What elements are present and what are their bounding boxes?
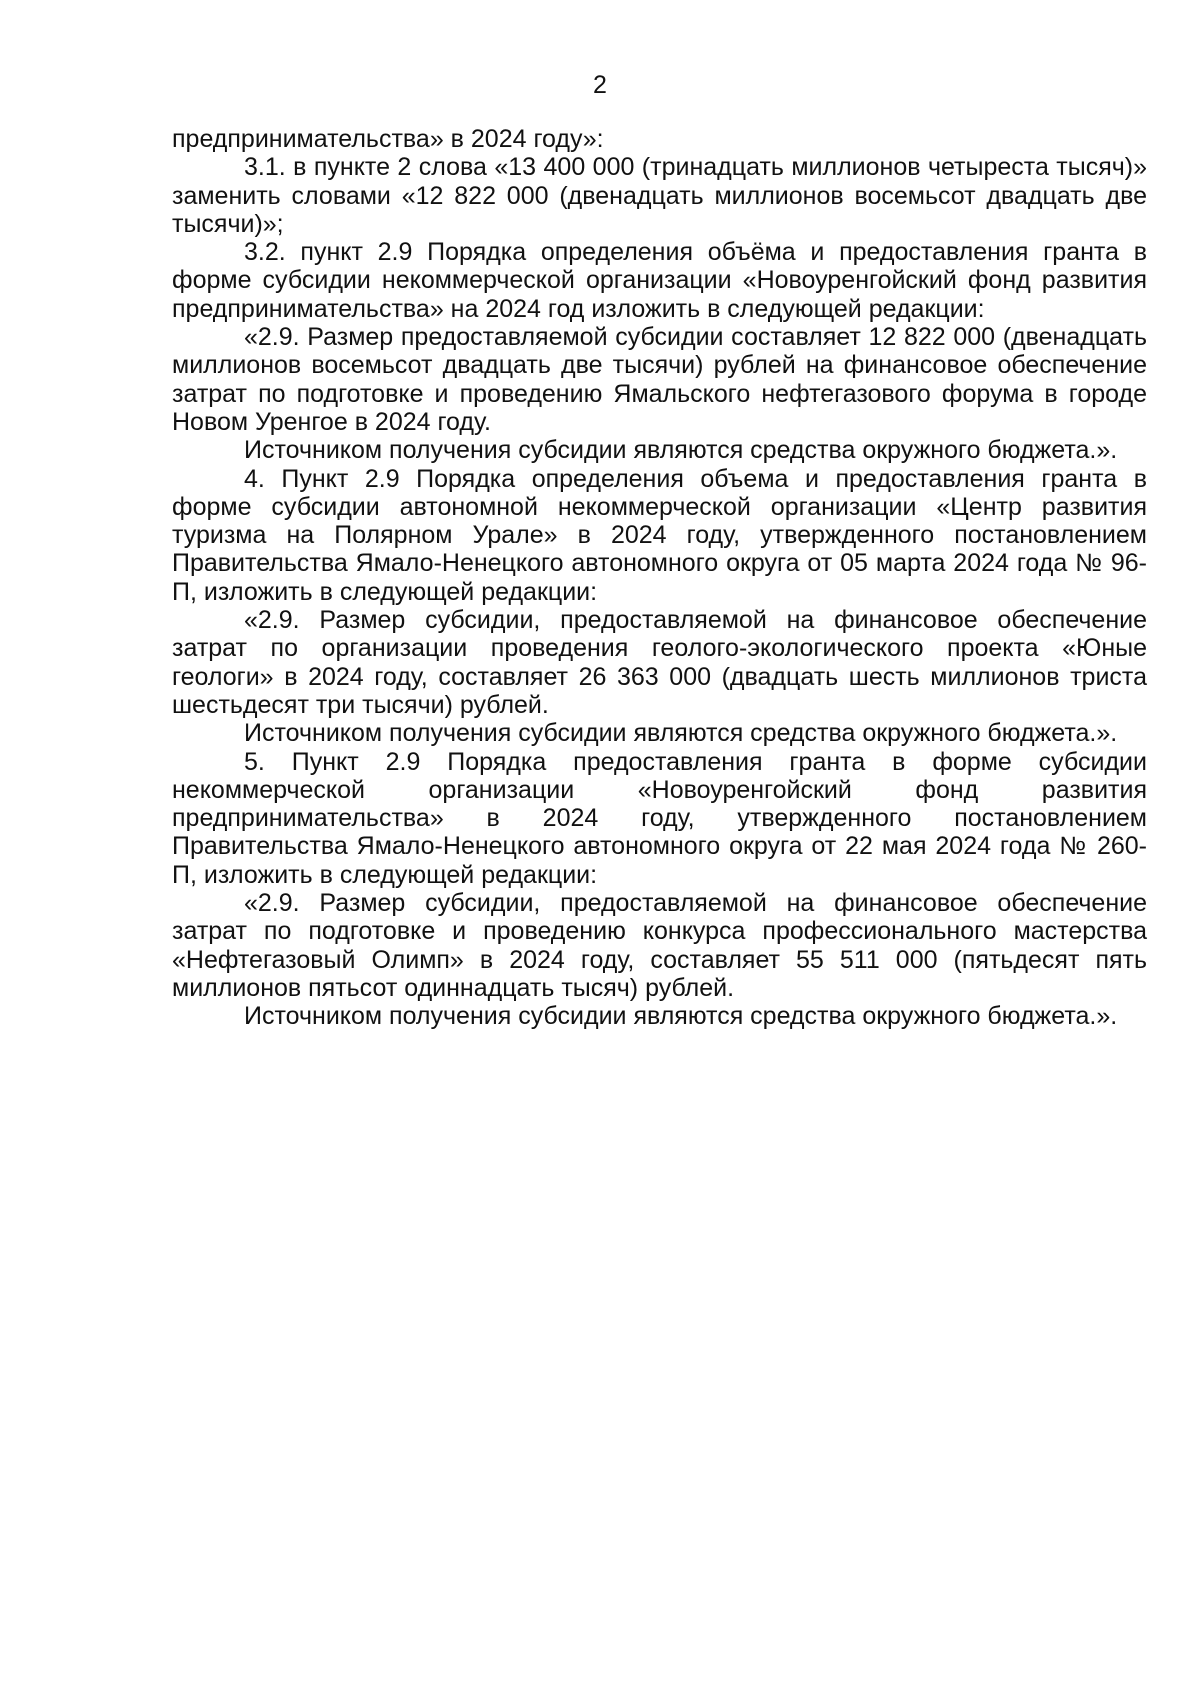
paragraph: Источником получения субсидии являются средства окружного бюджета.». [244, 719, 1118, 748]
paragraph: 4. Пункт 2.9 Порядка определения объема и предоставления гранта в форме субсидии автономной некоммерческой организации «Центр развития туризма на Полярном Урале» в 2024 году, утвержденного постановлением Правительства Ямало-Ненецкого автономного округа от 05 марта 2024 года № 96-П, изложить в следующей редакции: [172, 464, 1147, 606]
paragraph: «2.9. Размер субсидии, предоставляемой на финансовое обеспечение затрат по подготовке и проведению конкурса профессионального мастерства «Нефтегазовый Олимп» в 2024 году, составляет 55 511 000 (пятьдесят пять миллионов пятьсот одиннадцать тысяч) рублей. [172, 889, 1147, 1002]
paragraph: предпринимательства» в 2024 году»: [172, 125, 604, 153]
paragraph: Источником получения субсидии являются средства окружного бюджета.». [244, 436, 1118, 465]
page-number: 2 [593, 71, 607, 99]
paragraph: 3.2. пункт 2.9 Порядка определения объёма и предоставления гранта в форме субсидии некоммерческой организации «Новоуренгойский фонд развития предпринимательства» на 2024 год изложить в следующей редакции: [172, 238, 1147, 323]
paragraph: 5. Пункт 2.9 Порядка предоставления гранта в форме субсидии некоммерческой организации «Новоуренгойский фонд развития предпринимательства» в 2024 году, утвержденного постановлением Правительства Ямало-Ненецкого автономного округа от 22 мая 2024 года № 260-П, изложить в следующей редакции: [172, 747, 1147, 889]
document-body [172, 125, 1147, 1031]
paragraph: Источником получения субсидии являются средства окружного бюджета.». [244, 1002, 1118, 1031]
paragraph: «2.9. Размер предоставляемой субсидии составляет 12 822 000 (двенадцать миллионов восемьсот двадцать две тысячи) рублей на финансовое обеспечение затрат по подготовке и проведению Ямальского нефтегазового форума в городе Новом Уренгое в 2024 году. [172, 323, 1147, 436]
paragraph: «2.9. Размер субсидии, предоставляемой на финансовое обеспечение затрат по организации проведения геолого-экологического проекта «Юные геологи» в 2024 году, составляет 26 363 000 (двадцать шесть миллионов триста шестьдесят три тысячи) рублей. [172, 606, 1147, 719]
paragraph: 3.1. в пункте 2 слова «13 400 000 (тринадцать миллионов четыреста тысяч)» заменить словами «12 822 000 (двенадцать миллионов восемьсот двадцать две тысячи)»; [172, 153, 1147, 238]
